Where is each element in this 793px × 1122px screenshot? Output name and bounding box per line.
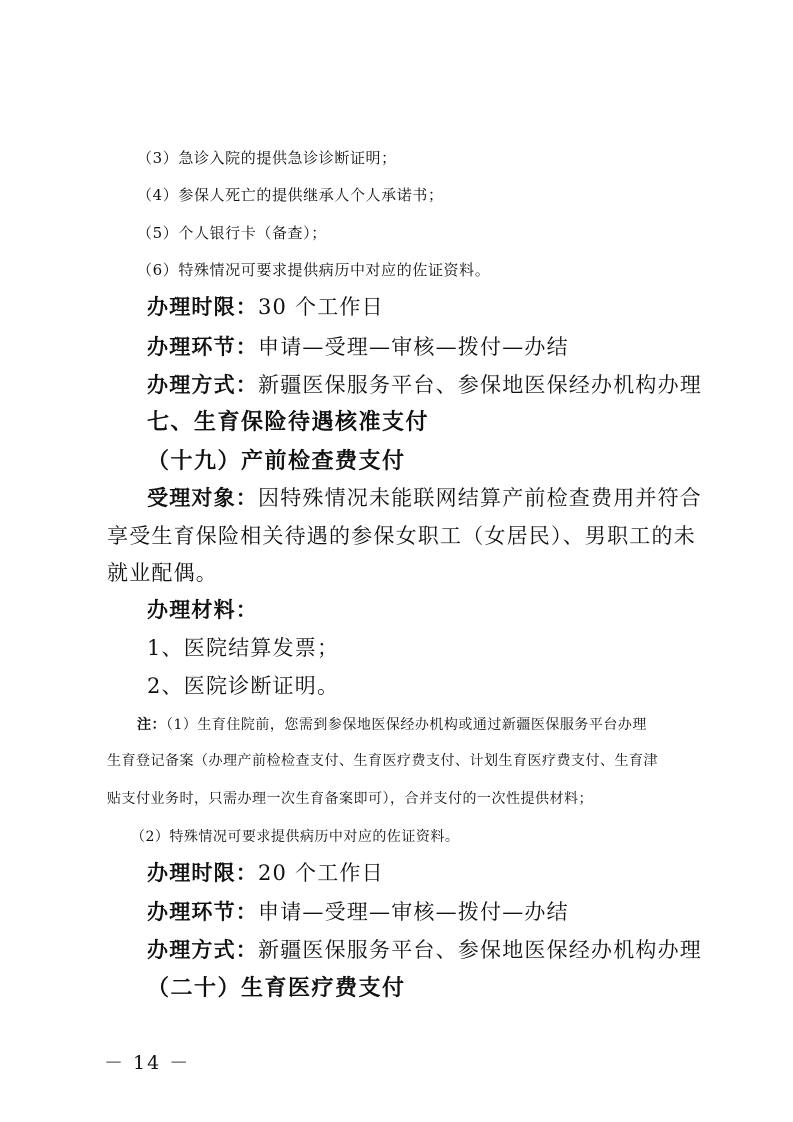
materials-label: 办理材料： [147, 598, 258, 622]
processing-time-value: 20 个工作日 [258, 861, 384, 885]
materials-item: 2、医院诊断证明。 [147, 674, 340, 698]
processing-steps-label: 办理环节： [147, 900, 258, 924]
page-number: － 14 － [104, 1052, 191, 1074]
note-line-4: （2）特殊情况可要求提供病历中对应的佐证资料。 [131, 829, 460, 845]
note-text: （1）生育住院前，您需到参保地医保经办机构或通过新疆医保服务平台办理 [166, 717, 647, 733]
section-title: 七、生育保险待遇核准支付 [147, 410, 430, 435]
processing-method-value: 新疆医保服务平台、参保地医保经办机构办理 [258, 373, 702, 397]
processing-steps [147, 902, 569, 923]
list-item: （4）参保人死亡的提供继承人个人承诺书； [137, 186, 444, 204]
list-item: （6）特殊情况可要求提供病历中对应的佐证资料。 [137, 261, 491, 279]
target-line-1 [147, 488, 702, 509]
processing-method [147, 375, 702, 396]
materials-item: 1、医院结算发票； [147, 636, 340, 660]
note-line-1 [137, 718, 647, 732]
list-item: （3）急诊入院的提供急诊诊断证明； [137, 149, 397, 167]
subsection-title: （十九）产前检查费支付 [147, 449, 406, 474]
processing-steps [147, 337, 569, 358]
processing-time-value: 30 个工作日 [258, 295, 384, 319]
processing-time [147, 297, 384, 318]
processing-method [147, 940, 702, 961]
subsection-title: （二十）生育医疗费支付 [147, 976, 406, 1001]
processing-steps-label: 办理环节： [147, 335, 258, 359]
target-line-3: 就业配偶。 [107, 561, 218, 585]
processing-method-value: 新疆医保服务平台、参保地医保经办机构办理 [258, 938, 702, 962]
note-line-2: 生育登记备案（办理产前检检查支付、生育医疗费支付、计划生育医疗费支付、生育津 [107, 753, 658, 769]
processing-method-label: 办理方式： [147, 938, 258, 962]
note-label: 注： [137, 717, 166, 733]
processing-steps-value: 申请—受理—审核—拨付—办结 [258, 900, 569, 924]
target-text: 因特殊情况未能联网结算产前检查费用并符合 [258, 486, 702, 510]
processing-time [147, 863, 384, 884]
processing-steps-value: 申请—受理—审核—拨付—办结 [258, 335, 569, 359]
processing-method-label: 办理方式： [147, 373, 258, 397]
list-item: （5）个人银行卡（备查）； [137, 224, 327, 242]
processing-time-label: 办理时限： [147, 295, 258, 319]
target-label: 受理对象： [147, 486, 258, 510]
note-line-3: 贴支付业务时，只需办理一次生育备案即可），合并支付的一次性提供材料； [107, 791, 593, 807]
target-line-2: 享受生育保险相关待遇的参保女职工（女居民）、男职工的未 [107, 524, 696, 548]
processing-time-label: 办理时限： [147, 861, 258, 885]
